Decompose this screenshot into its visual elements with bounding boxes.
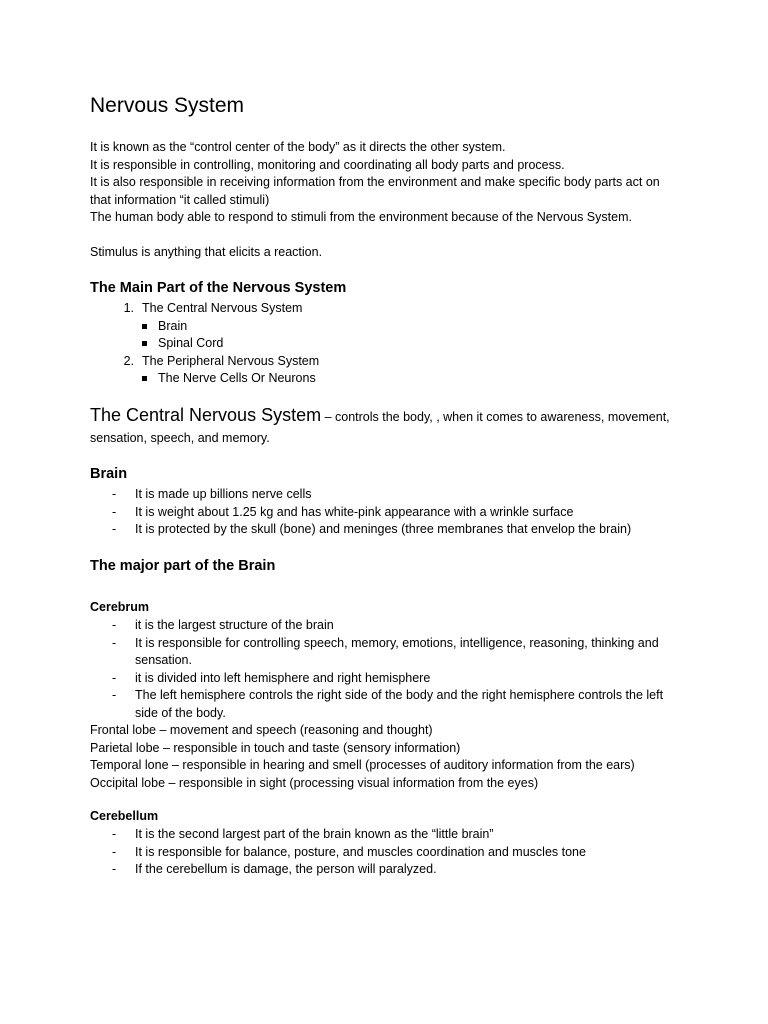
list-item xyxy=(90,861,680,879)
dash-bullet: - xyxy=(112,504,117,519)
list-number: 2. xyxy=(123,353,134,368)
list-item-text: It is weight about 1.25 kg and has white-pink appearance with a wrinkle surface xyxy=(135,504,574,519)
dash-bullet: - xyxy=(112,862,117,876)
main-part-list xyxy=(90,300,319,388)
sub-list-item xyxy=(90,318,319,336)
list-item xyxy=(90,486,680,504)
list-item xyxy=(90,504,680,522)
cerebrum-list xyxy=(90,617,680,792)
list-item xyxy=(90,826,680,844)
intro-line-1: It is known as the “control center of the body” as it directs the other system. xyxy=(90,140,506,154)
cerebrum-heading: Cerebrum xyxy=(90,600,150,614)
cns-heading: The Central Nervous System xyxy=(90,405,322,425)
sub-list-item xyxy=(90,370,319,388)
list-number: 1. xyxy=(123,301,134,315)
intro-line-2: It is responsible in controlling, monitoring and coordinating all body parts and process. xyxy=(90,157,565,172)
list-item xyxy=(90,635,680,670)
brain-heading: Brain xyxy=(90,466,128,482)
lobe-line: Frontal lobe – movement and speech (reasoning and thought) xyxy=(90,723,433,737)
list-item xyxy=(90,300,319,318)
major-part-heading: The major part of the Brain xyxy=(90,558,276,574)
cerebellum-heading: Cerebellum xyxy=(90,809,159,823)
list-item xyxy=(90,844,680,862)
dash-bullet: - xyxy=(112,522,117,536)
sub-item-label: Brain xyxy=(158,318,188,333)
list-item xyxy=(90,687,680,722)
list-item xyxy=(90,617,680,635)
list-item-text: It is protected by the skull (bone) and meninges (three membranes that envelop the brain) xyxy=(135,522,632,536)
dash-bullet: - xyxy=(112,635,117,650)
main-part-heading: The Main Part of the Nervous System xyxy=(90,280,347,296)
list-item-text: It is the second largest part of the brain known as the “little brain” xyxy=(135,827,494,841)
list-label: The Peripheral Nervous System xyxy=(142,353,320,368)
sub-list-item xyxy=(90,335,319,353)
square-bullet-icon xyxy=(142,341,147,346)
list-item-text: It is responsible for balance, posture, and muscles coordination and muscles tone xyxy=(135,844,586,859)
cns-section xyxy=(90,405,680,449)
list-item-text: It is made up billions nerve cells xyxy=(135,487,312,501)
intro-line-4: The human body able to respond to stimuli from the environment because of the Nervous System. xyxy=(90,210,632,224)
list-item-text: The left hemisphere controls the right side of the body and the right hemisphere controls the left side of the body. xyxy=(135,688,664,720)
sub-item-label: The Nerve Cells Or Neurons xyxy=(158,371,316,385)
stimulus-text: Stimulus is anything that elicits a reaction. xyxy=(90,245,323,259)
square-bullet-icon xyxy=(142,324,147,329)
cns-paragraph xyxy=(90,405,680,449)
list-item-text: it is divided into left hemisphere and right hemisphere xyxy=(135,670,431,685)
lobe-line: Parietal lobe – responsible in touch and taste (sensory information) xyxy=(90,740,461,755)
dash-bullet: - xyxy=(112,487,117,501)
list-label: The Central Nervous System xyxy=(142,301,303,315)
page-title: Nervous System xyxy=(90,94,245,117)
brain-list xyxy=(90,486,680,539)
lobe-line: Temporal lone – responsible in hearing and smell (processes of auditory information from the ears) xyxy=(90,758,635,772)
dash-bullet: - xyxy=(112,844,117,859)
sub-item-label: Spinal Cord xyxy=(158,336,224,350)
intro-block xyxy=(90,139,680,227)
cerebellum-list xyxy=(90,826,680,879)
intro-line-3: It is also responsible in receiving information from the environment and make specific body parts act on that information “it called stimuli) xyxy=(90,175,660,207)
square-bullet-icon xyxy=(142,376,147,381)
cns-description: – controls the body, , when it comes to awareness, movement, sensation, speech, and memory. xyxy=(90,410,670,445)
dash-bullet: - xyxy=(112,827,117,841)
lobe-line: Occipital lobe – responsible in sight (processing visual information from the eyes) xyxy=(90,775,539,790)
list-item xyxy=(90,670,680,688)
list-item-text: If the cerebellum is damage, the person will paralyzed. xyxy=(135,862,437,876)
dash-bullet: - xyxy=(112,670,117,685)
list-item xyxy=(90,521,680,539)
list-item xyxy=(90,353,319,371)
dash-bullet: - xyxy=(112,618,117,632)
dash-bullet: - xyxy=(112,688,117,702)
list-item-text: It is responsible for controlling speech, memory, emotions, intelligence, reasoning, thinking and sensation. xyxy=(135,635,659,667)
list-item-text: it is the largest structure of the brain xyxy=(135,618,334,632)
